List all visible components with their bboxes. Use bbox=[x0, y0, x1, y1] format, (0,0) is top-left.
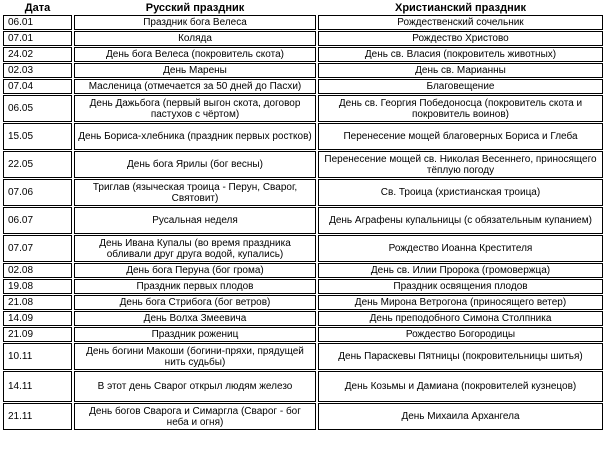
russian-holiday-cell: День Волха Змеевича bbox=[74, 311, 316, 326]
table-row bbox=[3, 279, 603, 294]
russian-holiday-cell: День богини Макоши (богини-пряхи, прядущей нить судьбы) bbox=[74, 343, 316, 370]
russian-holiday-cell: День Ивана Купалы (во время праздника обливали друг друга водой, купались) bbox=[74, 235, 316, 262]
christian-holiday-cell: День Козьмы и Дамиана (покровителей кузнецов) bbox=[318, 371, 603, 402]
christian-holiday-cell: День преподобного Симона Столпника bbox=[318, 311, 603, 326]
table-row bbox=[3, 371, 603, 402]
header-russian-holiday: Русский праздник bbox=[145, 1, 245, 14]
russian-holiday-cell: Праздник бога Велеса bbox=[74, 15, 316, 30]
christian-holiday-cell: День св. Георгия Победоносца (покровитель скота и покровитель воинов) bbox=[318, 95, 603, 122]
christian-holiday-cell: Св. Троица (христианская троица) bbox=[318, 179, 603, 206]
table-header-row bbox=[3, 1, 603, 14]
russian-holiday-cell: Триглав (языческая троица - Перун, Сварог, Святовит) bbox=[74, 179, 316, 206]
table-row bbox=[3, 95, 603, 122]
russian-holiday-cell: День бога Ярилы (бог весны) bbox=[74, 151, 316, 178]
table-row bbox=[3, 151, 603, 178]
holidays-table-wrapper bbox=[1, 0, 603, 431]
date-cell: 14.11 bbox=[3, 371, 72, 402]
header-date: Дата bbox=[24, 1, 51, 14]
table-row bbox=[3, 295, 603, 310]
russian-holiday-cell: Коляда bbox=[74, 31, 316, 46]
date-cell: 07.01 bbox=[3, 31, 72, 46]
date-cell: 22.05 bbox=[3, 151, 72, 178]
russian-holiday-cell: Праздник первых плодов bbox=[74, 279, 316, 294]
date-cell: 21.11 bbox=[3, 403, 72, 430]
table-row bbox=[3, 327, 603, 342]
table-row bbox=[3, 263, 603, 278]
date-cell: 07.04 bbox=[3, 79, 72, 94]
russian-holiday-cell: В этот день Сварог открыл людям железо bbox=[74, 371, 316, 402]
table-row bbox=[3, 403, 603, 430]
date-cell: 24.02 bbox=[3, 47, 72, 62]
russian-holiday-cell: День богов Сварога и Симаргла (Сварог - бог неба и огня) bbox=[74, 403, 316, 430]
date-cell: 15.05 bbox=[3, 123, 72, 150]
christian-holiday-cell: Праздник освящения плодов bbox=[318, 279, 603, 294]
date-cell: 06.05 bbox=[3, 95, 72, 122]
table-row bbox=[3, 343, 603, 370]
christian-holiday-cell: Благовещение bbox=[318, 79, 603, 94]
date-cell: 06.07 bbox=[3, 207, 72, 234]
date-cell: 07.06 bbox=[3, 179, 72, 206]
christian-holiday-cell: День св. Марианны bbox=[318, 63, 603, 78]
table-row bbox=[3, 235, 603, 262]
christian-holiday-cell: День Михаила Архангела bbox=[318, 403, 603, 430]
russian-holiday-cell: День бога Перуна (бог грома) bbox=[74, 263, 316, 278]
christian-holiday-cell: День св. Власия (покровитель животных) bbox=[318, 47, 603, 62]
russian-holiday-cell: Праздник рожениц bbox=[74, 327, 316, 342]
table-row bbox=[3, 123, 603, 150]
table-row bbox=[3, 47, 603, 62]
date-cell: 02.03 bbox=[3, 63, 72, 78]
date-cell: 02.08 bbox=[3, 263, 72, 278]
date-cell: 21.08 bbox=[3, 295, 72, 310]
christian-holiday-cell: Перенесение мощей благоверных Бориса и Глеба bbox=[318, 123, 603, 150]
table-row bbox=[3, 311, 603, 326]
christian-holiday-cell: День св. Илии Пророка (громовержца) bbox=[318, 263, 603, 278]
christian-holiday-cell: День Мирона Ветрогона (приносящего ветер) bbox=[318, 295, 603, 310]
holidays-table bbox=[1, 0, 604, 431]
christian-holiday-cell: Рождественский сочельник bbox=[318, 15, 603, 30]
table-row bbox=[3, 31, 603, 46]
table-row bbox=[3, 79, 603, 94]
russian-holiday-cell: День Бориса-хлебника (праздник первых ростков) bbox=[74, 123, 316, 150]
header-christian-holiday: Христианский праздник bbox=[394, 1, 527, 14]
russian-holiday-cell: День Дажьбога (первый выгон скота, договор пастухов с чёртом) bbox=[74, 95, 316, 122]
christian-holiday-cell: Перенесение мощей св. Николая Весеннего, приносящего тёплую погоду bbox=[318, 151, 603, 178]
christian-holiday-cell: Рождество Иоанна Крестителя bbox=[318, 235, 603, 262]
date-cell: 19.08 bbox=[3, 279, 72, 294]
date-cell: 21.09 bbox=[3, 327, 72, 342]
table-row bbox=[3, 207, 603, 234]
russian-holiday-cell: День бога Велеса (покровитель скота) bbox=[74, 47, 316, 62]
date-cell: 14.09 bbox=[3, 311, 72, 326]
christian-holiday-cell: Рождество Христово bbox=[318, 31, 603, 46]
table-body bbox=[3, 15, 603, 430]
russian-holiday-cell: День бога Стрибога (бог ветров) bbox=[74, 295, 316, 310]
date-cell: 06.01 bbox=[3, 15, 72, 30]
table-row bbox=[3, 179, 603, 206]
russian-holiday-cell: Русальная неделя bbox=[74, 207, 316, 234]
christian-holiday-cell: Рождество Богородицы bbox=[318, 327, 603, 342]
christian-holiday-cell: День Параскевы Пятницы (покровительницы шитья) bbox=[318, 343, 603, 370]
table-row bbox=[3, 15, 603, 30]
christian-holiday-cell: День Аграфены купальницы (с обязательным купанием) bbox=[318, 207, 603, 234]
table-row bbox=[3, 63, 603, 78]
russian-holiday-cell: День Марены bbox=[74, 63, 316, 78]
date-cell: 10.11 bbox=[3, 343, 72, 370]
date-cell: 07.07 bbox=[3, 235, 72, 262]
russian-holiday-cell: Масленица (отмечается за 50 дней до Пасхи) bbox=[74, 79, 316, 94]
